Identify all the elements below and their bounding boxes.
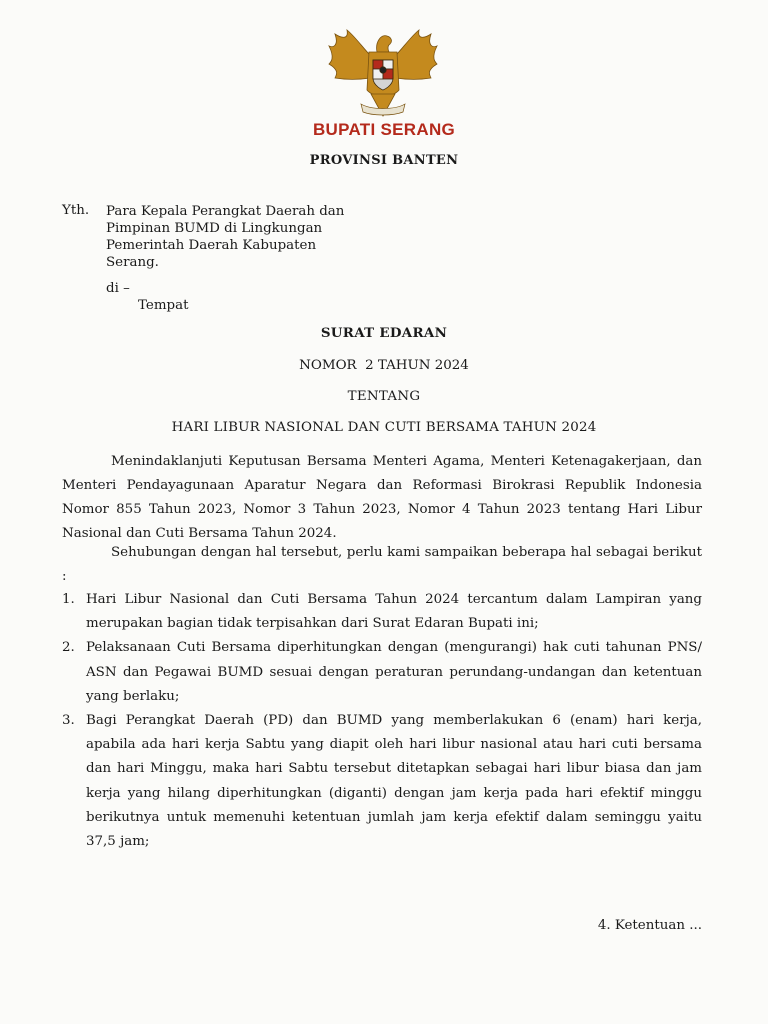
list-item xyxy=(62,588,702,636)
body-paragraph: Sehubungan dengan hal tersebut, perlu kami sampaikan beberapa hal sebagai berikut : xyxy=(62,545,702,584)
garuda-emblem-icon xyxy=(327,24,439,120)
provisions-list xyxy=(62,588,702,854)
body-paragraph: Menindaklanjuti Keputusan Bersama Menteri Agama, Menteri Ketenagakerjaan, dan Menteri Pendayagunaan Aparatur Negara dan Reformasi Birokrasi Republik Indonesia Nomor 855 Tahun 2023, Nomor 3 Tahun 2023, Nomor 4 Tahun 2023 tentang Hari Libur Nasional dan Cuti Bersama Tahun 2024. xyxy=(62,454,702,541)
recipient-label: Yth. xyxy=(62,203,90,218)
list-item-number: 1. xyxy=(62,592,75,607)
page-continuation: 4. Ketentuan ... xyxy=(597,918,702,933)
province-title: PROVINSI BANTEN xyxy=(309,153,459,168)
list-item-text: Bagi Perangkat Daerah (PD) dan BUMD yang memberlakukan 6 (enam) hari kerja, apabila ada hari kerja Sabtu yang diapit oleh hari libur nasional atau hari cuti bersama dan hari Minggu, maka hari Sabtu tersebut ditetapkan sebagai hari libur biasa dan jam kerja yang hilang diperhitungkan (diganti) dengan jam kerja pada hari efektif minggu berikutnya untuk memenuhi ketentuan jumlah jam kerja efektif dalam seminggu yaitu 37,5 jam; xyxy=(86,713,702,850)
letter-type: SURAT EDARAN xyxy=(320,325,448,341)
recipient-line: Pimpinan BUMD di Lingkungan xyxy=(106,221,323,236)
recipient-di: di – xyxy=(106,281,130,296)
list-item xyxy=(62,636,702,709)
letter-subject: HARI LIBUR NASIONAL DAN CUTI BERSAMA TAHUN 2024 xyxy=(171,420,597,435)
list-item-text: Hari Libur Nasional dan Cuti Bersama Tahun 2024 tercantum dalam Lampiran yang merupakan bagian tidak terpisahkan dari Surat Edaran Bupati ini; xyxy=(86,592,702,632)
organization-title: BUPATI SERANG xyxy=(312,120,456,139)
recipient-line: Pemerintah Daerah Kabupaten xyxy=(106,238,317,253)
recipient-line: Serang. xyxy=(106,255,159,270)
recipient-address xyxy=(106,203,386,271)
recipient-place: Tempat xyxy=(138,298,189,313)
list-item-text: Pelaksanaan Cuti Bersama diperhitungkan dengan (mengurangi) hak cuti tahunan PNS/ ASN dan Pegawai BUMD sesuai dengan peraturan perundang-undangan dan ketentuan yang berlaku; xyxy=(86,640,702,704)
list-item-number: 2. xyxy=(62,640,75,656)
letter-number: NOMOR 2 TAHUN 2024 xyxy=(299,358,469,373)
list-item xyxy=(62,709,702,854)
recipient-line: Para Kepala Perangkat Daerah dan xyxy=(106,204,345,219)
letter-about-label: TENTANG xyxy=(347,389,421,404)
list-item-number: 3. xyxy=(62,713,75,729)
